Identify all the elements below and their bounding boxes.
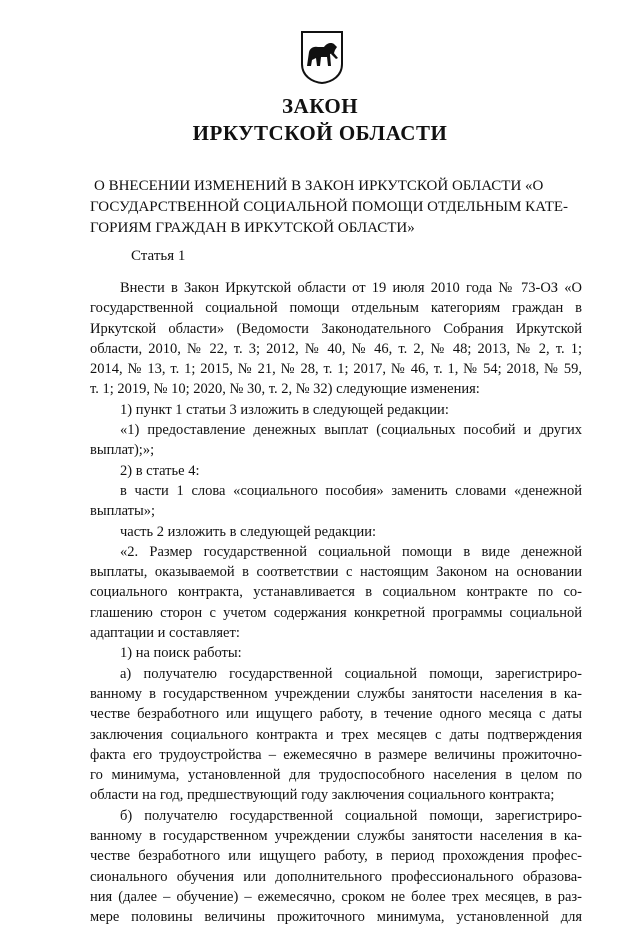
body-line: 2) в статье 4: bbox=[120, 462, 200, 479]
body-line: часть 2 изложить в следующей редакции: bbox=[120, 523, 377, 540]
body-line: мере половины величины прожиточного минимума, установленной для bbox=[90, 909, 582, 926]
article-body bbox=[90, 278, 582, 928]
body-line: 1) на поиск работы: bbox=[120, 645, 242, 662]
body-line: Внести в Закон Иркутской области от 19 июля 2010 года № 73-ОЗ «О bbox=[120, 280, 582, 296]
body-line: социального контракта, устанавливается в социальном контракте по со- bbox=[90, 584, 582, 601]
body-line: Иркутской области» (Ведомости Законодательного Собрания Иркутской bbox=[90, 320, 582, 337]
body-line: ния (далее – обучение) – ежемесячно, сроком не более трех месяцев, в раз- bbox=[90, 888, 582, 905]
body-line: области на год, предшествующий году заключения социального контракта; bbox=[90, 787, 555, 804]
body-line: заключения социального контракта и трех месяцев с даты подтверждения bbox=[90, 726, 582, 743]
body-line: т. 1; 2019, № 10; 2020, № 30, т. 2, № 32) следующие изменения: bbox=[90, 381, 480, 398]
body-line: глашению сторон с учетом содержания конкретной программы социальной bbox=[90, 604, 582, 621]
subject-line: О ВНЕСЕНИИ ИЗМЕНЕНИЙ В ЗАКОН ИРКУТСКОЙ ОБЛАСТИ «О bbox=[94, 178, 544, 194]
subject-line: ГОРИЯМ ГРАЖДАН В ИРКУТСКОЙ ОБЛАСТИ» bbox=[90, 220, 415, 236]
body-line: а) получателю государственной социальной помощи, зарегистриро- bbox=[120, 665, 582, 682]
body-line: ванному в государственном учреждении службы занятости населения в ка- bbox=[90, 685, 582, 702]
body-line: 2014, № 13, т. 1; 2015, № 21, № 28, т. 1; 2017, № 46, т. 1, № 54; 2018, № 59, bbox=[90, 361, 582, 378]
body-line: 1) пункт 1 статьи 3 изложить в следующей редакции: bbox=[120, 401, 449, 418]
body-line: «1) предоставление денежных выплат (социальных пособий и других bbox=[120, 422, 582, 439]
body-line: факта его трудоустройства – ежемесячно в размере величины прожиточно- bbox=[90, 746, 582, 763]
body-line: выплат);»; bbox=[90, 442, 155, 459]
law-subject bbox=[90, 176, 582, 239]
law-title: ЗАКОН bbox=[281, 94, 359, 118]
subject-line: ГОСУДАРСТВЕННОЙ СОЦИАЛЬНОЙ ПОМОЩИ ОТДЕЛЬНЫМ КАТЕ- bbox=[90, 199, 569, 215]
body-line: го минимума, установленной для трудоспособного населения в целом по bbox=[90, 767, 582, 784]
body-line: области, 2010, № 22, т. 3; 2012, № 40, № 46, т. 2, № 48; 2013, № 2, т. 1; bbox=[90, 340, 582, 357]
body-line: адаптации и составляет: bbox=[90, 625, 240, 642]
body-line: в части 1 слова «социального пособия» заменить словами «денежной bbox=[120, 482, 582, 499]
body-line: б) получателю государственной социальной помощи, зарегистриро- bbox=[120, 807, 582, 824]
body-line: честве безработного или ищущего работу, в течение одного месяца с даты bbox=[90, 706, 582, 723]
body-line: честве безработного или ищущего работу, в период прохождения профес- bbox=[90, 848, 582, 865]
body-line: «2. Размер государственной социальной помощи в виде денежной bbox=[120, 543, 582, 560]
body-line: выплаты»; bbox=[90, 503, 156, 520]
article-heading: Статья 1 bbox=[131, 248, 186, 264]
body-line: государственной социальной помощи отдельным категориям граждан в bbox=[90, 300, 582, 317]
law-region: ИРКУТСКОЙ ОБЛАСТИ bbox=[192, 121, 448, 145]
irkutsk-coat-of-arms-icon bbox=[300, 30, 344, 84]
body-line: ванному в государственном учреждении службы занятости населения в ка- bbox=[90, 828, 582, 845]
body-line: выплаты, оказываемой в соответствии с настоящим Законом на основании bbox=[90, 564, 582, 581]
body-line: сионального обучения или дополнительного профессионального образова- bbox=[90, 868, 582, 885]
